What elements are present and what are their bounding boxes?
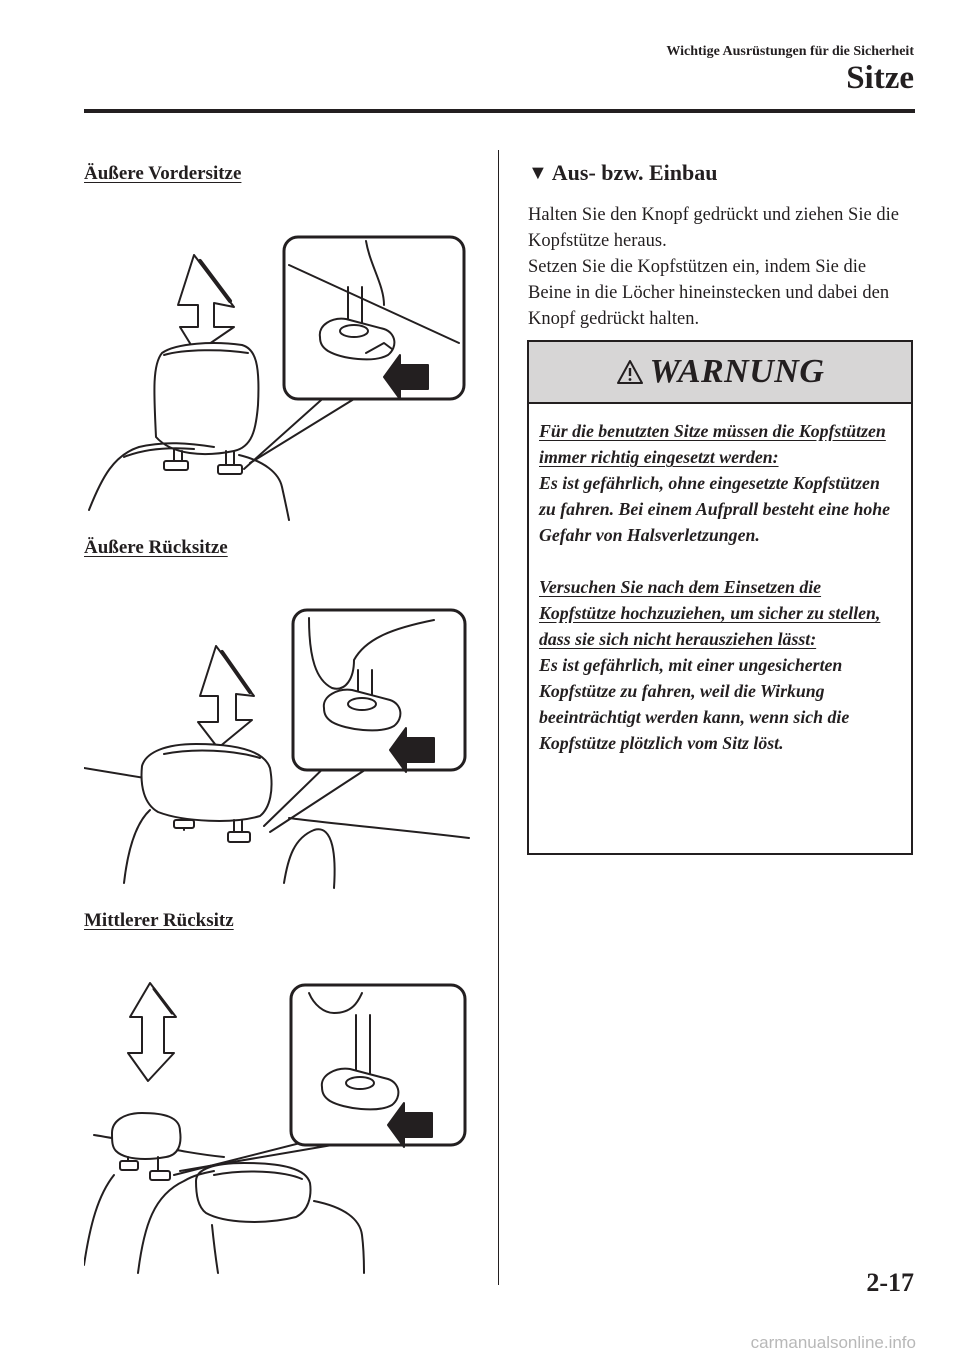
- warning-lead: Versuchen Sie nach dem Einsetzen die Kopfstütze hochzuziehen, um sicher zu stellen, dass sie sich nicht herausziehen lässt:: [539, 577, 881, 649]
- section-marker-icon: ▼: [528, 161, 548, 184]
- figure-caption-middle-rear-seat: Mittlerer Rücksitz: [84, 910, 234, 931]
- front-headrest-illustration: [84, 225, 474, 525]
- up-down-arrow-icon: [128, 983, 176, 1081]
- warning-lead: Für die benutzten Sitze müssen die Kopfstützen immer richtig eingesetzt werden:: [539, 421, 886, 467]
- up-down-arrow-icon: [198, 646, 254, 748]
- page-title: Sitze: [846, 60, 914, 96]
- column-divider: [498, 150, 499, 1285]
- warning-text: Es ist gefährlich, ohne eingesetzte Kopfstützen zu fahren. Bei einem Aufprall besteht eine hohe Gefahr von Halsverletzungen.: [539, 473, 891, 545]
- warning-body: [529, 404, 911, 756]
- section-title: Aus- bzw. Einbau: [551, 160, 718, 185]
- header-rule: [84, 109, 915, 113]
- paragraph: Setzen Sie die Kopfstützen ein, indem Sie die Beine in die Löcher hineinstecken und dabei den Knopf gedrückt halten.: [528, 257, 890, 329]
- section-body: [528, 202, 913, 332]
- warning-text: Es ist gefährlich, mit einer ungesicherten Kopfstütze zu fahren, weil die Wirkung beeinträchtigt werden kann, wenn sich die Kopfstütze plötzlich vom Sitz löst.: [539, 655, 850, 753]
- middle-headrest-illustration: [84, 975, 474, 1275]
- paragraph: Halten Sie den Knopf gedrückt und ziehen Sie die Kopfstütze heraus.: [528, 205, 899, 251]
- watermark: carmanualsonline.info: [750, 1333, 916, 1352]
- rear-headrest-illustration: [84, 598, 474, 890]
- header-section-label: Wichtige Ausrüstungen für die Sicherheit: [666, 44, 914, 59]
- warning-title: WARNUNG: [649, 353, 825, 390]
- warning-box: [527, 340, 913, 855]
- figure-caption-front-seats: Äußere Vordersitze: [84, 163, 242, 184]
- section-heading: [528, 160, 717, 186]
- page-number: 2-17: [866, 1268, 914, 1297]
- figure-caption-rear-seats: Äußere Rücksitze: [84, 537, 228, 558]
- warning-header: [529, 342, 911, 404]
- warning-triangle-icon: [616, 359, 644, 385]
